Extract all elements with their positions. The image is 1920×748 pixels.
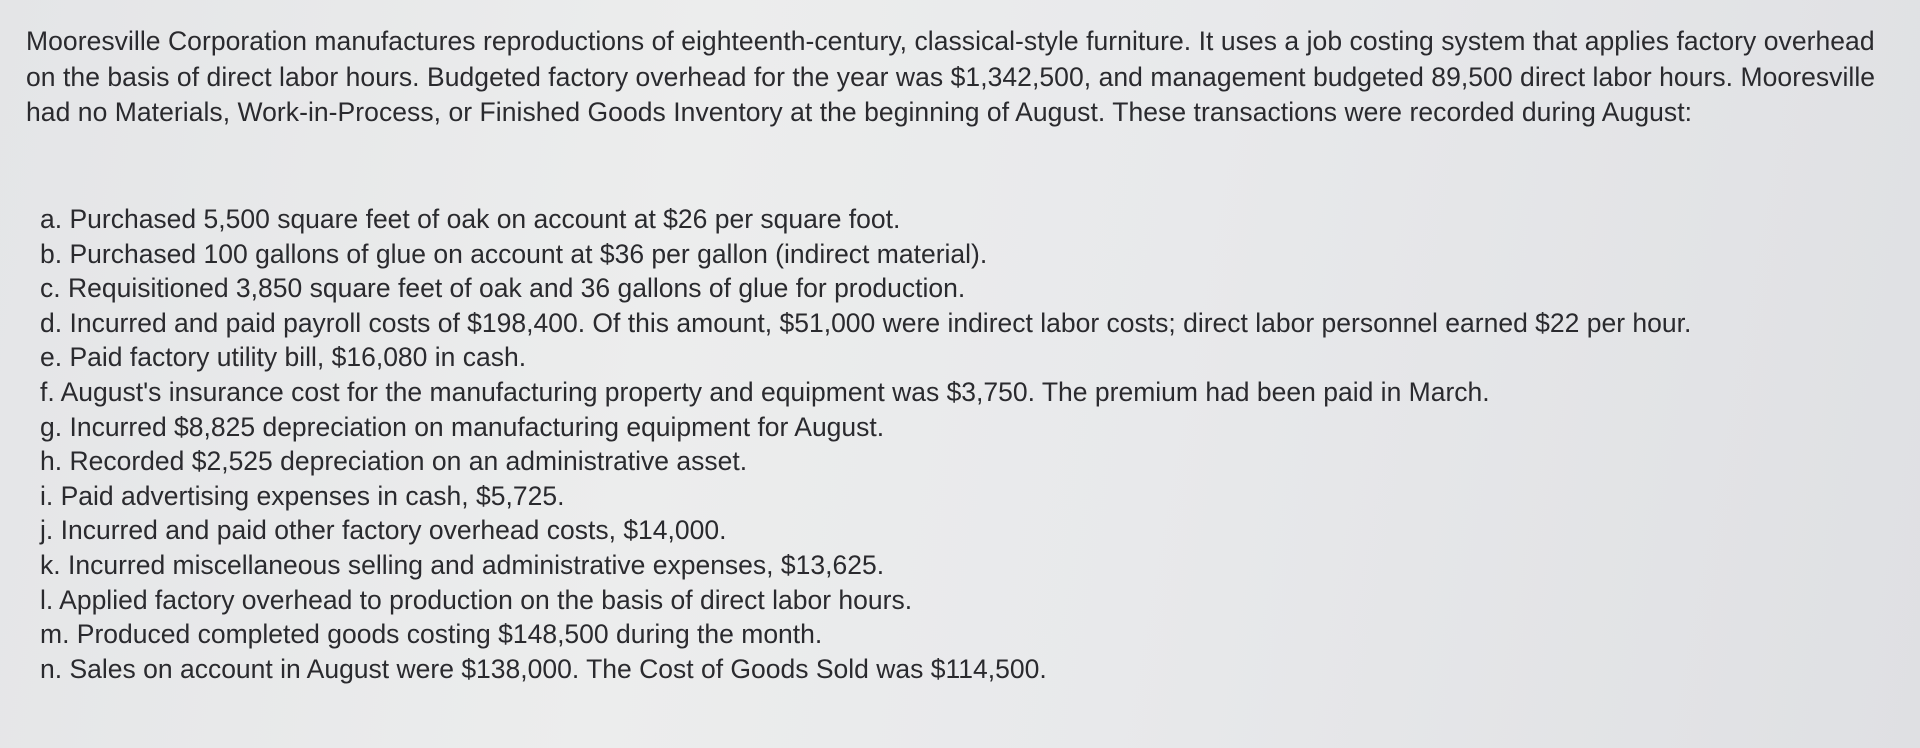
- problem-intro-paragraph: Mooresville Corporation manufactures reproductions of eighteenth-century, classical-style furniture. It uses a job costing system that applies factory overhead on the basis of direct labor hours. Budgeted factory overhead for the year was $1,342,500, and management budgeted 89,500 direct labor hours. Mooresville had no Materials, Work-in-Process, or Finished Goods Inventory at the beginning of August. These transactions were recorded during August:: [26, 26, 1876, 127]
- transaction-item-a: a. Purchased 5,500 square feet of oak on account at $26 per square foot.: [40, 204, 901, 234]
- transaction-item-k: k. Incurred miscellaneous selling and administrative expenses, $13,625.: [40, 549, 885, 580]
- transaction-item-e: e. Paid factory utility bill, $16,080 in cash.: [40, 342, 527, 373]
- transaction-item-f: f. August's insurance cost for the manufacturing property and equipment was $3,750. The premium had been paid in March.: [40, 376, 1490, 407]
- transaction-item-b: b. Purchased 100 gallons of glue on account at $36 per gallon (indirect material).: [40, 238, 988, 269]
- transaction-item-j: j. Incurred and paid other factory overhead costs, $14,000.: [40, 515, 727, 546]
- transaction-item-g: g. Incurred $8,825 depreciation on manufacturing equipment for August.: [40, 411, 885, 442]
- transaction-item-c: c. Requisitioned 3,850 square feet of oak and 36 gallons of glue for production.: [40, 273, 966, 304]
- transaction-item-d: d. Incurred and paid payroll costs of $198,400. Of this amount, $51,000 were indirect labor costs; direct labor personnel earned $22 per hour.: [40, 307, 1692, 338]
- transaction-item-h: h. Recorded $2,525 depreciation on an administrative asset.: [40, 446, 748, 477]
- transaction-item-m: m. Produced completed goods costing $148,500 during the month.: [40, 619, 823, 650]
- transaction-item-i: i. Paid advertising expenses in cash, $5,725.: [40, 480, 565, 511]
- transaction-list: [40, 202, 1890, 686]
- transaction-item-n: n. Sales on account in August were $138,000. The Cost of Goods Sold was $114,500.: [40, 653, 1047, 684]
- transaction-item-l: l. Applied factory overhead to production on the basis of direct labor hours.: [40, 584, 913, 615]
